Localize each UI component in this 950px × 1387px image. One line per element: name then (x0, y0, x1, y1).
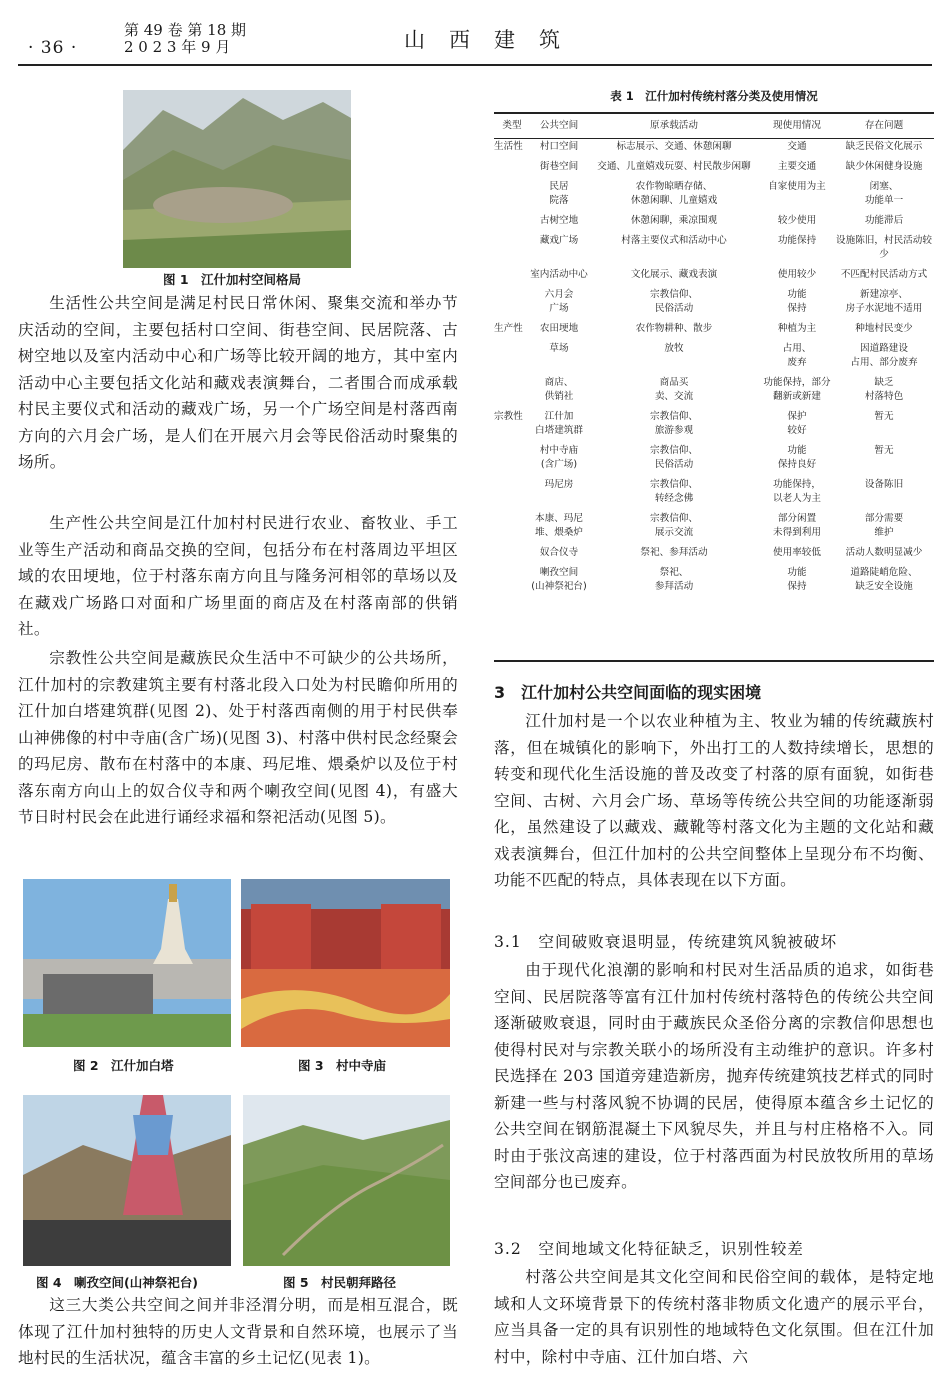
table-cell-activity: 宗教信仰、 民俗活动 (650, 445, 698, 470)
table-cell-problem: 缺少休闲健身设施 (845, 161, 923, 172)
paragraph-dilemma-intro: 江什加村是一个以农业种植为主、牧业为辅的传统藏族村落，但在城镇化的影响下，外出打工的人数持续增长，思想的转变和现代化生活设施的普及改变了村落的原有面貌，如街巷空间、古树、六月会广场、草场等传统公共空间的功能逐渐弱化，虽然建设了以藏戏、藏靴等村落文化为主题的文化站和藏戏表演舞台，但江什加村的公共空间整体上呈现分布不均衡、功能不匹配的特点，具体表现在以下方面。 (494, 712, 934, 889)
table-header-cell: 类型 (502, 120, 522, 131)
table-cell-activity: 文化展示、藏戏表演 (630, 269, 718, 280)
table-cell-type (494, 266, 530, 286)
paragraph-production-space: 生产性公共空间是江什加村村民进行农业、畜牧业、手工业等生产活动和商品交换的空间，包括分布在村落周边平坦区域的农田埂地，位于村落东南方向且与隆务河相邻的草场以及在藏戏广场路口对面和广场里面的商店及在村落南部的供销社。 (18, 514, 458, 638)
table-row (494, 178, 934, 212)
table-row (494, 564, 934, 598)
table-cell-space: 六月会 广场 (544, 289, 574, 314)
table-cell-problem: 缺乏民俗文化展示 (845, 141, 923, 152)
header-rule (18, 64, 932, 66)
table-row (494, 374, 934, 408)
table-cell-space: 草场 (549, 343, 569, 354)
table-cell-problem: 功能滞后 (864, 215, 904, 226)
table-cell-space: 藏戏广场 (539, 235, 579, 246)
table-cell-space: 村中寺庙 (含广场) (539, 445, 579, 470)
page-number: · 36 · (28, 38, 78, 58)
table-cell-type (494, 232, 530, 266)
table-cell-problem: 暂无 (874, 411, 894, 422)
table-cell-space: 玛尼房 (544, 479, 574, 490)
paragraph-religious-space: 宗教性公共空间是藏族民众生活中不可缺少的公共场所，江什加村的宗教建筑主要有村落北段入口处为村民瞻仰所用的江什加白塔建筑群(见图 2)、处于村落西南侧的用于村民供奉山神佛像的村中寺庙(含广场)(见图 3)、村落中供村民念经聚会的玛尼房、散布在村落中的本康、玛尼堆、煨桑炉以及位于村落东南方向山上的奴合仪寺和两个喇孜空间(见图 4)，有盛大节日时村民会在此进行诵经求福和祭祀活动(见图 5)。 (18, 649, 458, 826)
table-cell-usage: 功能 保持良好 (777, 445, 817, 470)
table-cell-type (494, 510, 530, 544)
table-cell-activity: 休憩闲聊，乘凉围观 (630, 215, 718, 226)
table-cell-activity: 商品买 卖、交流 (654, 377, 694, 402)
volume-issue: 第 49 卷 第 18 期 (124, 21, 247, 39)
table-cell-space: 村口空间 (539, 141, 579, 152)
table-row (494, 138, 934, 158)
table-cell-usage: 主要交通 (777, 161, 817, 172)
paragraph-decline: 由于现代化浪潮的影响和村民对生活品质的追求，如街巷空间、民居院落等富有江什加村传统村落特色的传统公共空间逐渐破败衰退，同时由于藏族民众圣俗分离的宗教信仰思想也使得村民对与宗教关联小的场所没有主动维护的意识。许多村民选择在 203 国道旁建造新房，抛弃传统建筑技艺样式的同时新建一些与村落风貌不协调的民居，使得原本蕴含乡土记忆的公共空间在钢筋混凝土下风貌尽失，并且与村庄格格不入。同时由于张汶高速的建设，位于村落西面为村民放牧所用的草场空间部分也已废弃。 (494, 961, 934, 1191)
table-cell-problem: 因道路建设 占用、部分废弃 (850, 343, 918, 368)
table-cell-problem: 设备陈旧 (864, 479, 904, 490)
table-row (494, 544, 934, 564)
figure-2-photo (23, 879, 231, 1047)
table-cell-type (494, 544, 530, 564)
table-header-cell: 现使用情况 (773, 120, 821, 131)
table-cell-problem: 暂无 (874, 445, 894, 456)
table-row (494, 266, 934, 286)
paragraph-living-space: 生活性公共空间是满足村民日常休闲、聚集交流和举办节庆活动的空间，主要包括村口空间、街巷空间、民居院落、古树空地以及室内活动中心和广场等比较开阔的地方，其中室内活动中心主要包括文化站和藏戏表演舞台，二者围合而成承载村民主要仪式和活动的藏戏广场，另一个广场空间是村落西南方向的六月会广场，是人们在开展六月会等民俗活动时聚集的场所。 (18, 294, 458, 471)
table-row (494, 212, 934, 232)
table-row (494, 442, 934, 476)
table-cell-type (494, 158, 530, 178)
table-cell-activity: 交通、儿童嬉戏玩耍、村民散步闲聊 (597, 161, 751, 172)
figure-3-photo (241, 879, 450, 1047)
table-cell-usage: 部分闲置 未得到利用 (773, 513, 821, 538)
table-cell-type (494, 212, 530, 232)
table-row (494, 320, 934, 340)
figure-4-photo (23, 1095, 231, 1266)
table-row (494, 340, 934, 374)
table-cell-problem: 闭塞、 功能单一 (864, 181, 904, 206)
table-cell-space: 农田埂地 (539, 323, 579, 334)
table-cell-type (494, 374, 530, 408)
table-cell-usage: 交通 (787, 141, 807, 152)
table-row (494, 232, 934, 266)
table-cell-space: 本康、玛尼 堆、煨桑炉 (535, 513, 583, 538)
table-cell-type (494, 178, 530, 212)
table-row (494, 476, 934, 510)
table-cell-usage: 功能 保持 (787, 289, 807, 314)
table-row (494, 510, 934, 544)
table-cell-usage: 自家使用为主 (768, 181, 826, 192)
table-cell-usage: 使用较少 (777, 269, 817, 280)
table-row (494, 158, 934, 178)
table-cell-type (494, 286, 530, 320)
table-cell-type: 宗教性 (494, 411, 523, 422)
table-header-cell: 存在问题 (864, 120, 904, 131)
table-cell-problem: 活动人数明显减少 (845, 547, 923, 558)
table-cell-space: 江什加 白塔建筑群 (535, 411, 583, 436)
table-header-row (494, 114, 934, 138)
table-cell-problem: 新建凉亭、 房子水泥地不适用 (845, 289, 923, 314)
table-cell-activity: 农作物耕种、散步 (635, 323, 713, 334)
table-cell-usage: 占用、 废弃 (782, 343, 812, 368)
journal-title: 山西建筑 (404, 28, 584, 52)
table-village-spaces (494, 114, 934, 598)
figure-1-photo (123, 90, 351, 268)
table-cell-type: 生产性 (494, 323, 523, 334)
table-bottom-rule (494, 660, 934, 662)
table-cell-activity: 祭祀、参拜活动 (640, 547, 708, 558)
table-cell-type (494, 442, 530, 476)
table-title: 表 1 江什加村传统村落分类及使用情况 (610, 89, 818, 103)
figure-5-caption: 图 5 村民朝拜路径 (283, 1275, 397, 1290)
table-cell-space: 民居 院落 (549, 181, 569, 206)
table-cell-usage: 功能保持，部分 翻新或新建 (763, 377, 831, 402)
table-cell-type (494, 340, 530, 374)
table-cell-space: 街巷空间 (539, 161, 579, 172)
table-cell-usage: 功能保持， 以老人为主 (773, 479, 821, 504)
table-cell-activity: 农作物晾晒存储、 休憩闲聊、儿童嬉戏 (630, 181, 718, 206)
table-cell-activity: 祭祀、 参拜活动 (654, 567, 694, 592)
table-cell-activity: 放牧 (664, 343, 684, 354)
table-cell-activity: 宗教信仰、 民俗活动 (650, 289, 698, 314)
figure-4-caption: 图 4 喇孜空间(山神祭祀台) (36, 1275, 198, 1290)
table-row (494, 286, 934, 320)
table-cell-problem: 缺乏 村落特色 (864, 377, 904, 402)
table-cell-type (494, 476, 530, 510)
table-cell-problem: 道路陡峭危险、 缺乏安全设施 (850, 567, 918, 592)
table-cell-space: 室内活动中心 (530, 269, 588, 280)
figure-2-caption: 图 2 江什加白塔 (73, 1058, 174, 1073)
table-cell-problem: 设施陈旧，村民活动较少 (836, 235, 932, 260)
table-cell-usage: 保护 较好 (787, 411, 807, 436)
table-cell-activity: 宗教信仰、 旅游参观 (650, 411, 698, 436)
table-cell-space: 商店、 供销社 (544, 377, 574, 402)
paragraph-mixing: 这三大类公共空间之间并非泾渭分明，而是相互混合，既体现了江什加村独特的历史人文背景和自然环境，也展示了当地村民的生活状况，蕴含丰富的乡土记忆(见表 1)。 (18, 1296, 458, 1367)
table-cell-activity: 村落主要仪式和活动中心 (621, 235, 727, 246)
figure-3-caption: 图 3 村中寺庙 (298, 1058, 387, 1073)
table-cell-usage: 使用率较低 (773, 547, 821, 558)
table-header-cell: 公共空间 (539, 120, 579, 131)
table-cell-problem: 部分需要 维护 (864, 513, 904, 538)
figure-5-photo (243, 1095, 450, 1266)
subsection-3-2-title: 3.2 空间地域文化特征缺乏，识别性较差 (494, 1240, 804, 1258)
table-cell-type: 生活性 (494, 141, 523, 152)
table-cell-usage: 功能保持 (777, 235, 817, 246)
issue-date: 2 0 2 3 年 9 月 (124, 38, 231, 56)
table-cell-problem: 种地村民变少 (855, 323, 913, 334)
table-cell-space: 奴合仪寺 (539, 547, 579, 558)
figure-1-caption: 图 1 江什加村空间格局 (163, 272, 302, 287)
table-cell-activity: 宗教信仰、 展示交流 (650, 513, 698, 538)
table-row (494, 408, 934, 442)
table-cell-activity: 标志展示、交通、休憩闲聊 (616, 141, 732, 152)
table-cell-space: 喇孜空间 (山神祭祀台) (531, 567, 587, 592)
table-cell-problem: 不匹配村民活动方式 (840, 269, 928, 280)
table-cell-activity: 宗教信仰、 转经念佛 (650, 479, 698, 504)
paragraph-identity: 村落公共空间是其文化空间和民俗空间的载体，是特定地域和人文环境背景下的传统村落非物质文化遗产的展示平台，应当具备一定的具有识别性的地域特色文化氛围。但在江什加村中，除村中寺庙、江什加白塔、六 (494, 1268, 934, 1366)
table-cell-space: 古树空地 (539, 215, 579, 226)
table-cell-type (494, 564, 530, 598)
table-header-cell: 原承载活动 (650, 120, 698, 131)
table-cell-usage: 较少使用 (777, 215, 817, 226)
table-cell-usage: 种植为主 (777, 323, 817, 334)
subsection-3-1-title: 3.1 空间破败衰退明显，传统建筑风貌被破坏 (494, 933, 838, 951)
section-3-title: 3 江什加村公共空间面临的现实困境 (494, 683, 762, 702)
issue-info (124, 22, 246, 56)
table-cell-usage: 功能 保持 (787, 567, 807, 592)
